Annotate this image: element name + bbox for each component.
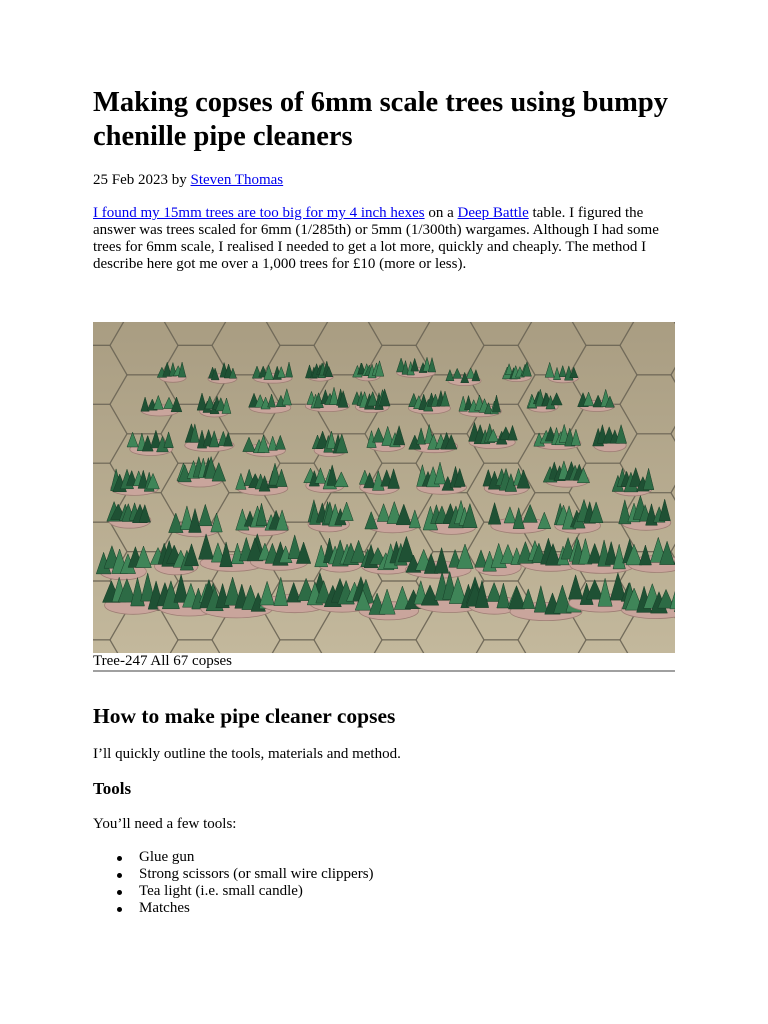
bullet-icon [117, 856, 122, 861]
tool-item: Strong scissors (or small wire clippers) [139, 866, 374, 882]
section-heading: How to make pipe cleaner copses [93, 704, 396, 728]
bullet-icon [117, 907, 122, 912]
tools-intro: You’ll need a few tools: [93, 816, 237, 832]
article-title: Making copses of 6mm scale trees using bumpy chenille pipe cleaners [93, 87, 669, 152]
list-item [93, 849, 374, 866]
list-item [93, 900, 374, 917]
bullet-icon [117, 890, 122, 895]
tool-item: Tea light (i.e. small candle) [139, 883, 303, 899]
intro-paragraph [93, 205, 675, 273]
article-byline [93, 171, 283, 189]
deep-battle-link[interactable]: Deep Battle [457, 205, 529, 221]
copse [243, 435, 286, 456]
copses-photo [93, 322, 675, 653]
copse [107, 502, 151, 529]
intro-text-1: on a [424, 205, 458, 221]
copse [308, 500, 353, 532]
list-item [93, 866, 374, 883]
by-word: by [171, 172, 187, 188]
post-date: 25 Feb 2023 [93, 172, 168, 188]
bullet-icon [117, 873, 122, 878]
list-item [93, 883, 374, 900]
section-intro: I’ll quickly outline the tools, materials and method. [93, 746, 401, 762]
copses-photo-drawing [93, 322, 675, 653]
trees-too-big-link[interactable]: I found my 15mm trees are too big for my 4 inch hexes [93, 205, 425, 221]
intro-text-2: table. I figured the answer was trees scaled for 6mm (1/285th) or 5mm (1/300th) wargames. Although I had some trees for 6mm scale, I realised I needed to get a lot more, quickly and cheaply. The method I describe here got me over a 1,000 trees for £10 (more or less). [93, 205, 659, 272]
tools-list [93, 849, 374, 917]
tools-heading: Tools [93, 779, 132, 798]
photo-caption: Tree-247 All 67 copses [93, 653, 675, 672]
tool-item: Matches [139, 900, 190, 916]
tool-item: Glue gun [139, 849, 195, 865]
author-link[interactable]: Steven Thomas [190, 172, 284, 188]
